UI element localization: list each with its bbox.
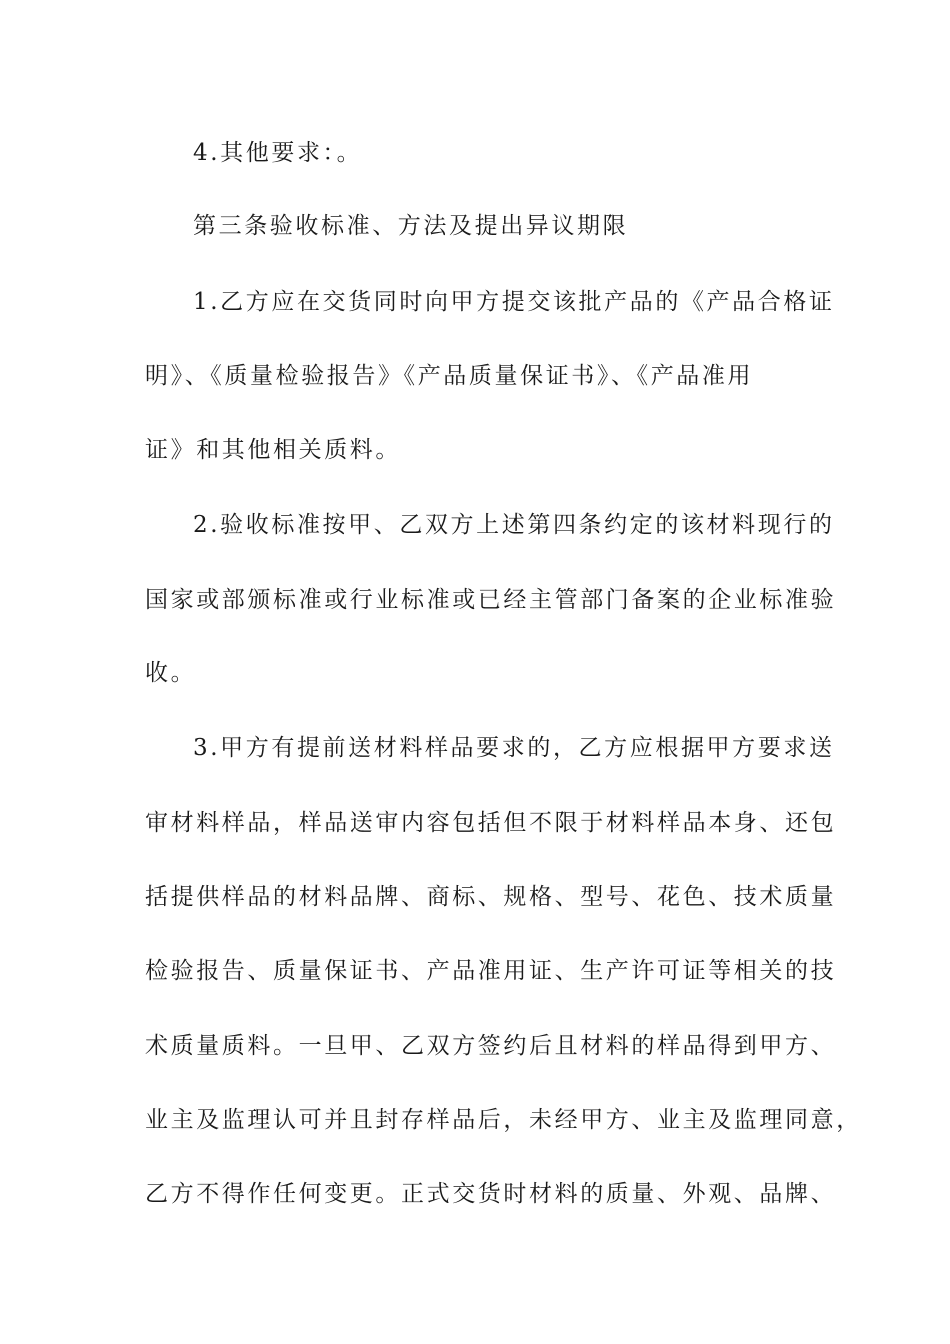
clause-3-line-1: 3.甲方有提前送材料样品要求的，乙方应根据甲方要求送 xyxy=(193,735,835,761)
clause-2-line-3: 收。 xyxy=(145,660,197,686)
article-3-heading: 第三条验收标准、方法及提出异议期限 xyxy=(193,213,629,239)
item-4-other-requirements: 4.其他要求：。 xyxy=(193,140,363,166)
clause-3-line-7: 乙方不得作任何变更。正式交货时材料的质量、外观、品牌、 xyxy=(145,1181,837,1207)
clause-3-line-5: 术质量质料。一旦甲、乙双方签约后且材料的样品得到甲方、 xyxy=(145,1033,837,1059)
clause-1-line-2: 明》、《质量检验报告》《产品质量保证书》、《产品准用 xyxy=(145,363,754,389)
clause-2-line-2: 国家或部颁标准或行业标准或已经主管部门备案的企业标准验 xyxy=(145,587,837,613)
clause-3-line-2: 审材料样品，样品送审内容包括但不限于材料样品本身、还包 xyxy=(145,810,837,836)
clause-2-line-1: 2.验收标准按甲、乙双方上述第四条约定的该材料现行的 xyxy=(193,512,835,538)
clause-3-line-3: 括提供样品的材料品牌、商标、规格、型号、花色、技术质量 xyxy=(145,884,837,910)
clause-3-line-4: 检验报告、质量保证书、产品准用证、生产许可证等相关的技 xyxy=(145,958,837,984)
clause-1-line-1: 1.乙方应在交货同时向甲方提交该批产品的《产品合格证 xyxy=(193,289,835,315)
clause-1-line-3: 证》和其他相关质料。 xyxy=(145,437,401,463)
clause-3-line-6: 业主及监理认可并且封存样品后，未经甲方、业主及监理同意， xyxy=(145,1107,862,1133)
